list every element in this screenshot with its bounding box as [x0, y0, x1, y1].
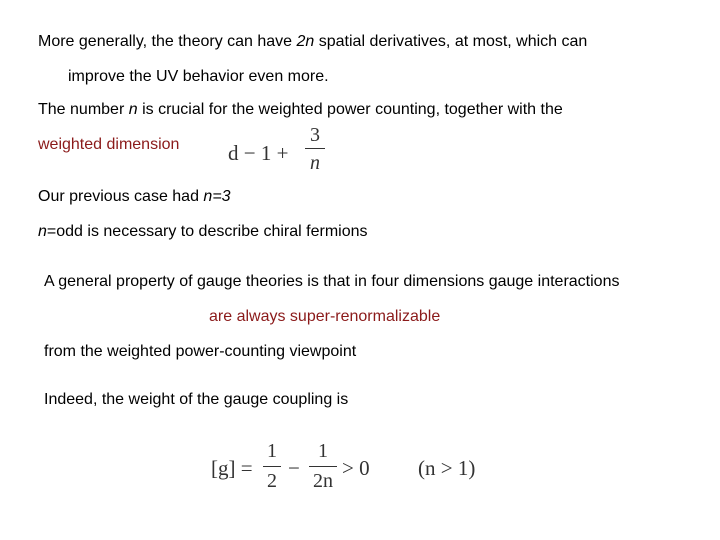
line-6-text: =odd is necessary to describe chiral fermions [46, 223, 368, 240]
formula-1-lhs: d − 1 + [228, 141, 289, 165]
text-line-1 [38, 32, 587, 52]
text-line-9: from the weighted power-counting viewpoint [44, 343, 357, 360]
formula-2-frac2-denominator: 2n [313, 470, 333, 492]
text-line-6 [38, 222, 368, 242]
line-5-eq: n=3 [203, 188, 231, 205]
formula-2-frac2-bar [309, 466, 337, 467]
formula-1-fraction-bar [305, 148, 325, 149]
line-3-text-a: The number [38, 101, 129, 118]
formula-1-denominator: n [310, 152, 320, 174]
line-3-text-b: is crucial for the weighted power counting, together with the [137, 101, 563, 118]
text-line-3 [38, 100, 563, 120]
weighted-dimension-label: weighted dimension [38, 136, 180, 153]
formula-2-minus: − [288, 456, 300, 480]
formula-2-frac2-numerator: 1 [318, 440, 328, 462]
super-renormalizable-label: are always super-renormalizable [209, 308, 441, 325]
line-1-text-a: More generally, the theory can have [38, 33, 297, 50]
text-line-2: improve the UV behavior even more. [68, 68, 329, 85]
text-line-7: A general property of gauge theories is that in four dimensions gauge interactions [44, 273, 620, 290]
text-line-5 [38, 187, 231, 207]
text-line-10: Indeed, the weight of the gauge coupling is [44, 391, 349, 408]
line-1-text-b: spatial derivatives, at most, which can [314, 33, 588, 50]
formula-2-frac1-denominator: 2 [267, 470, 277, 492]
formula-2-frac1-bar [263, 466, 281, 467]
formula-2-condition: (n > 1) [418, 456, 476, 480]
line-1-var: 2n [296, 33, 315, 50]
line-6-var: n [38, 223, 47, 240]
formula-2-lhs: [g] = [211, 456, 253, 480]
line-5-text: Our previous case had [38, 188, 204, 205]
line-3-var: n [128, 101, 138, 118]
formula-2-rhs: > 0 [342, 456, 370, 480]
formula-1-numerator: 3 [310, 124, 320, 146]
formula-2-frac1-numerator: 1 [267, 440, 277, 462]
